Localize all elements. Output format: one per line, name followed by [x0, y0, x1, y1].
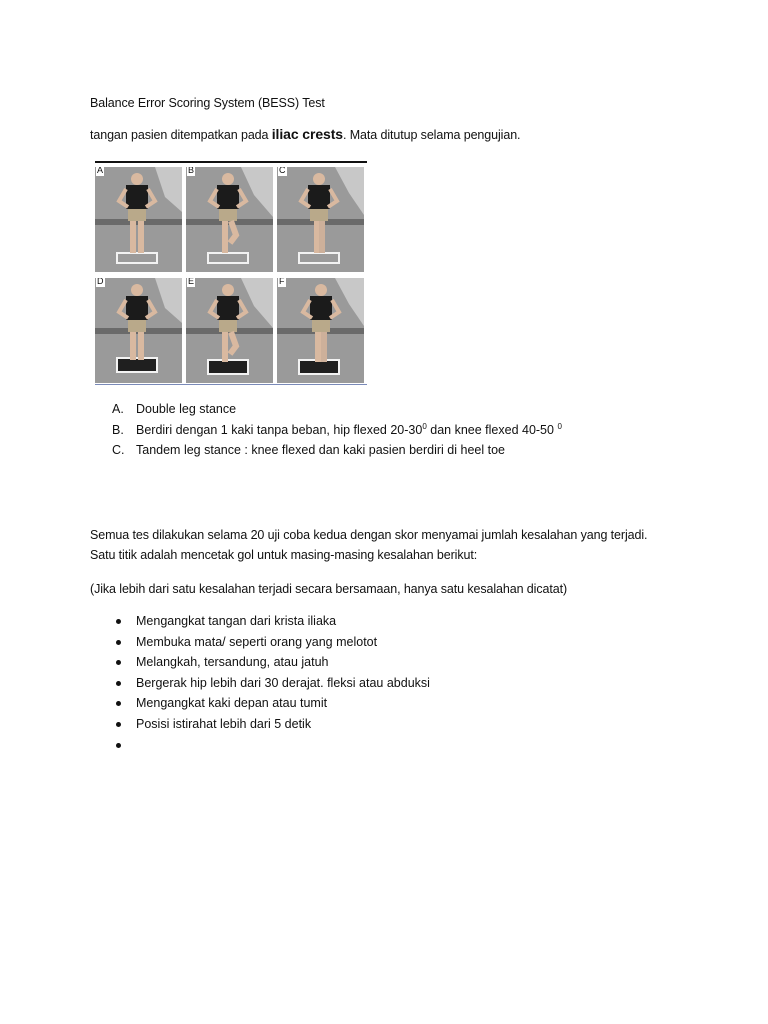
bess-stance-figure: [95, 161, 367, 386]
error-item: [90, 676, 430, 697]
intro-after: . Mata ditutup selama pengujian.: [342, 128, 521, 142]
bullet-icon: [116, 681, 121, 686]
panel-label: D: [97, 278, 104, 286]
single-leg-person-image: [186, 167, 273, 272]
degree-superscript: 0: [422, 421, 427, 431]
scoring-paragraph: Semua tes dilakukan selama 20 uji coba kedua dengan skor menyamai jumlah kesalahan yang terjadi.: [90, 528, 648, 542]
figure-bottom-rule: [95, 384, 367, 385]
bullet-icon: [116, 619, 121, 624]
stance-text: Double leg stance: [136, 402, 237, 416]
stance-text: dan knee flexed 40-50: [426, 422, 558, 437]
bullet-icon: [116, 743, 121, 748]
stance-item: [90, 443, 562, 464]
panel-label: E: [188, 278, 195, 286]
stance-text: Berdiri dengan 1 kaki tanpa beban, hip flexed 20-30: [136, 422, 423, 437]
standing-person-image: [95, 167, 182, 272]
error-text: Mengangkat tangan dari krista iliaka: [136, 614, 337, 628]
scoring-note: (Jika lebih dari satu kesalahan terjadi secara bersamaan, hanya satu kesalahan dicatat): [90, 582, 568, 596]
figure-panel-d: [95, 278, 182, 383]
bullet-icon: [116, 660, 121, 665]
error-text: Mengangkat kaki depan atau tumit: [136, 696, 328, 711]
stance-item: [90, 402, 562, 423]
stance-marker: C.: [112, 443, 125, 457]
figure-panel-e: [186, 278, 273, 383]
panel-label: B: [188, 167, 195, 175]
error-list: [90, 614, 430, 758]
bullet-icon: [116, 701, 121, 706]
panel-label: C: [279, 167, 286, 175]
tandem-person-image: [277, 167, 364, 272]
figure-panel-c: [277, 167, 364, 272]
foam-double-leg-person-image: [95, 278, 182, 383]
error-text: Melangkah, tersandung, atau jatuh: [136, 655, 329, 670]
panel-label: F: [279, 278, 285, 286]
figure-panel-f: [277, 278, 364, 383]
stance-text: Tandem leg stance : knee flexed dan kaki pasien berdiri di heel toe: [136, 443, 505, 457]
document-title: Balance Error Scoring System (BESS) Test: [90, 96, 325, 110]
stance-item: [90, 423, 562, 444]
figure-panel-b: [186, 167, 273, 272]
error-text: Membuka mata/ seperti orang yang melotot: [136, 634, 378, 649]
error-item: [90, 738, 430, 759]
error-text: Posisi istirahat lebih dari 5 detik: [136, 716, 312, 731]
scoring-paragraph: Satu titik adalah mencetak gol untuk masing-masing kesalahan berikut:: [90, 548, 478, 562]
intro-emphasis: iliac crests: [271, 126, 343, 142]
error-item: [90, 635, 430, 656]
error-item: [90, 717, 430, 738]
figure-top-rule: [95, 161, 367, 163]
panel-label: A: [97, 167, 104, 175]
stance-marker: B.: [112, 422, 124, 437]
figure-panel-a: [95, 167, 182, 272]
intro-paragraph: [90, 126, 520, 142]
error-text: Bergerak hip lebih dari 30 derajat. fleksi atau abduksi: [136, 675, 430, 690]
intro-before: tangan pasien ditempatkan pada: [90, 128, 272, 142]
error-item: [90, 614, 430, 635]
bullet-icon: [116, 722, 121, 727]
bullet-icon: [116, 640, 121, 645]
stance-list: [90, 402, 562, 464]
error-item: [90, 655, 430, 676]
foam-tandem-person-image: [277, 278, 364, 383]
foam-single-leg-person-image: [186, 278, 273, 383]
error-item: [90, 696, 430, 717]
degree-superscript: 0: [557, 421, 562, 431]
stance-marker: A.: [112, 402, 124, 416]
